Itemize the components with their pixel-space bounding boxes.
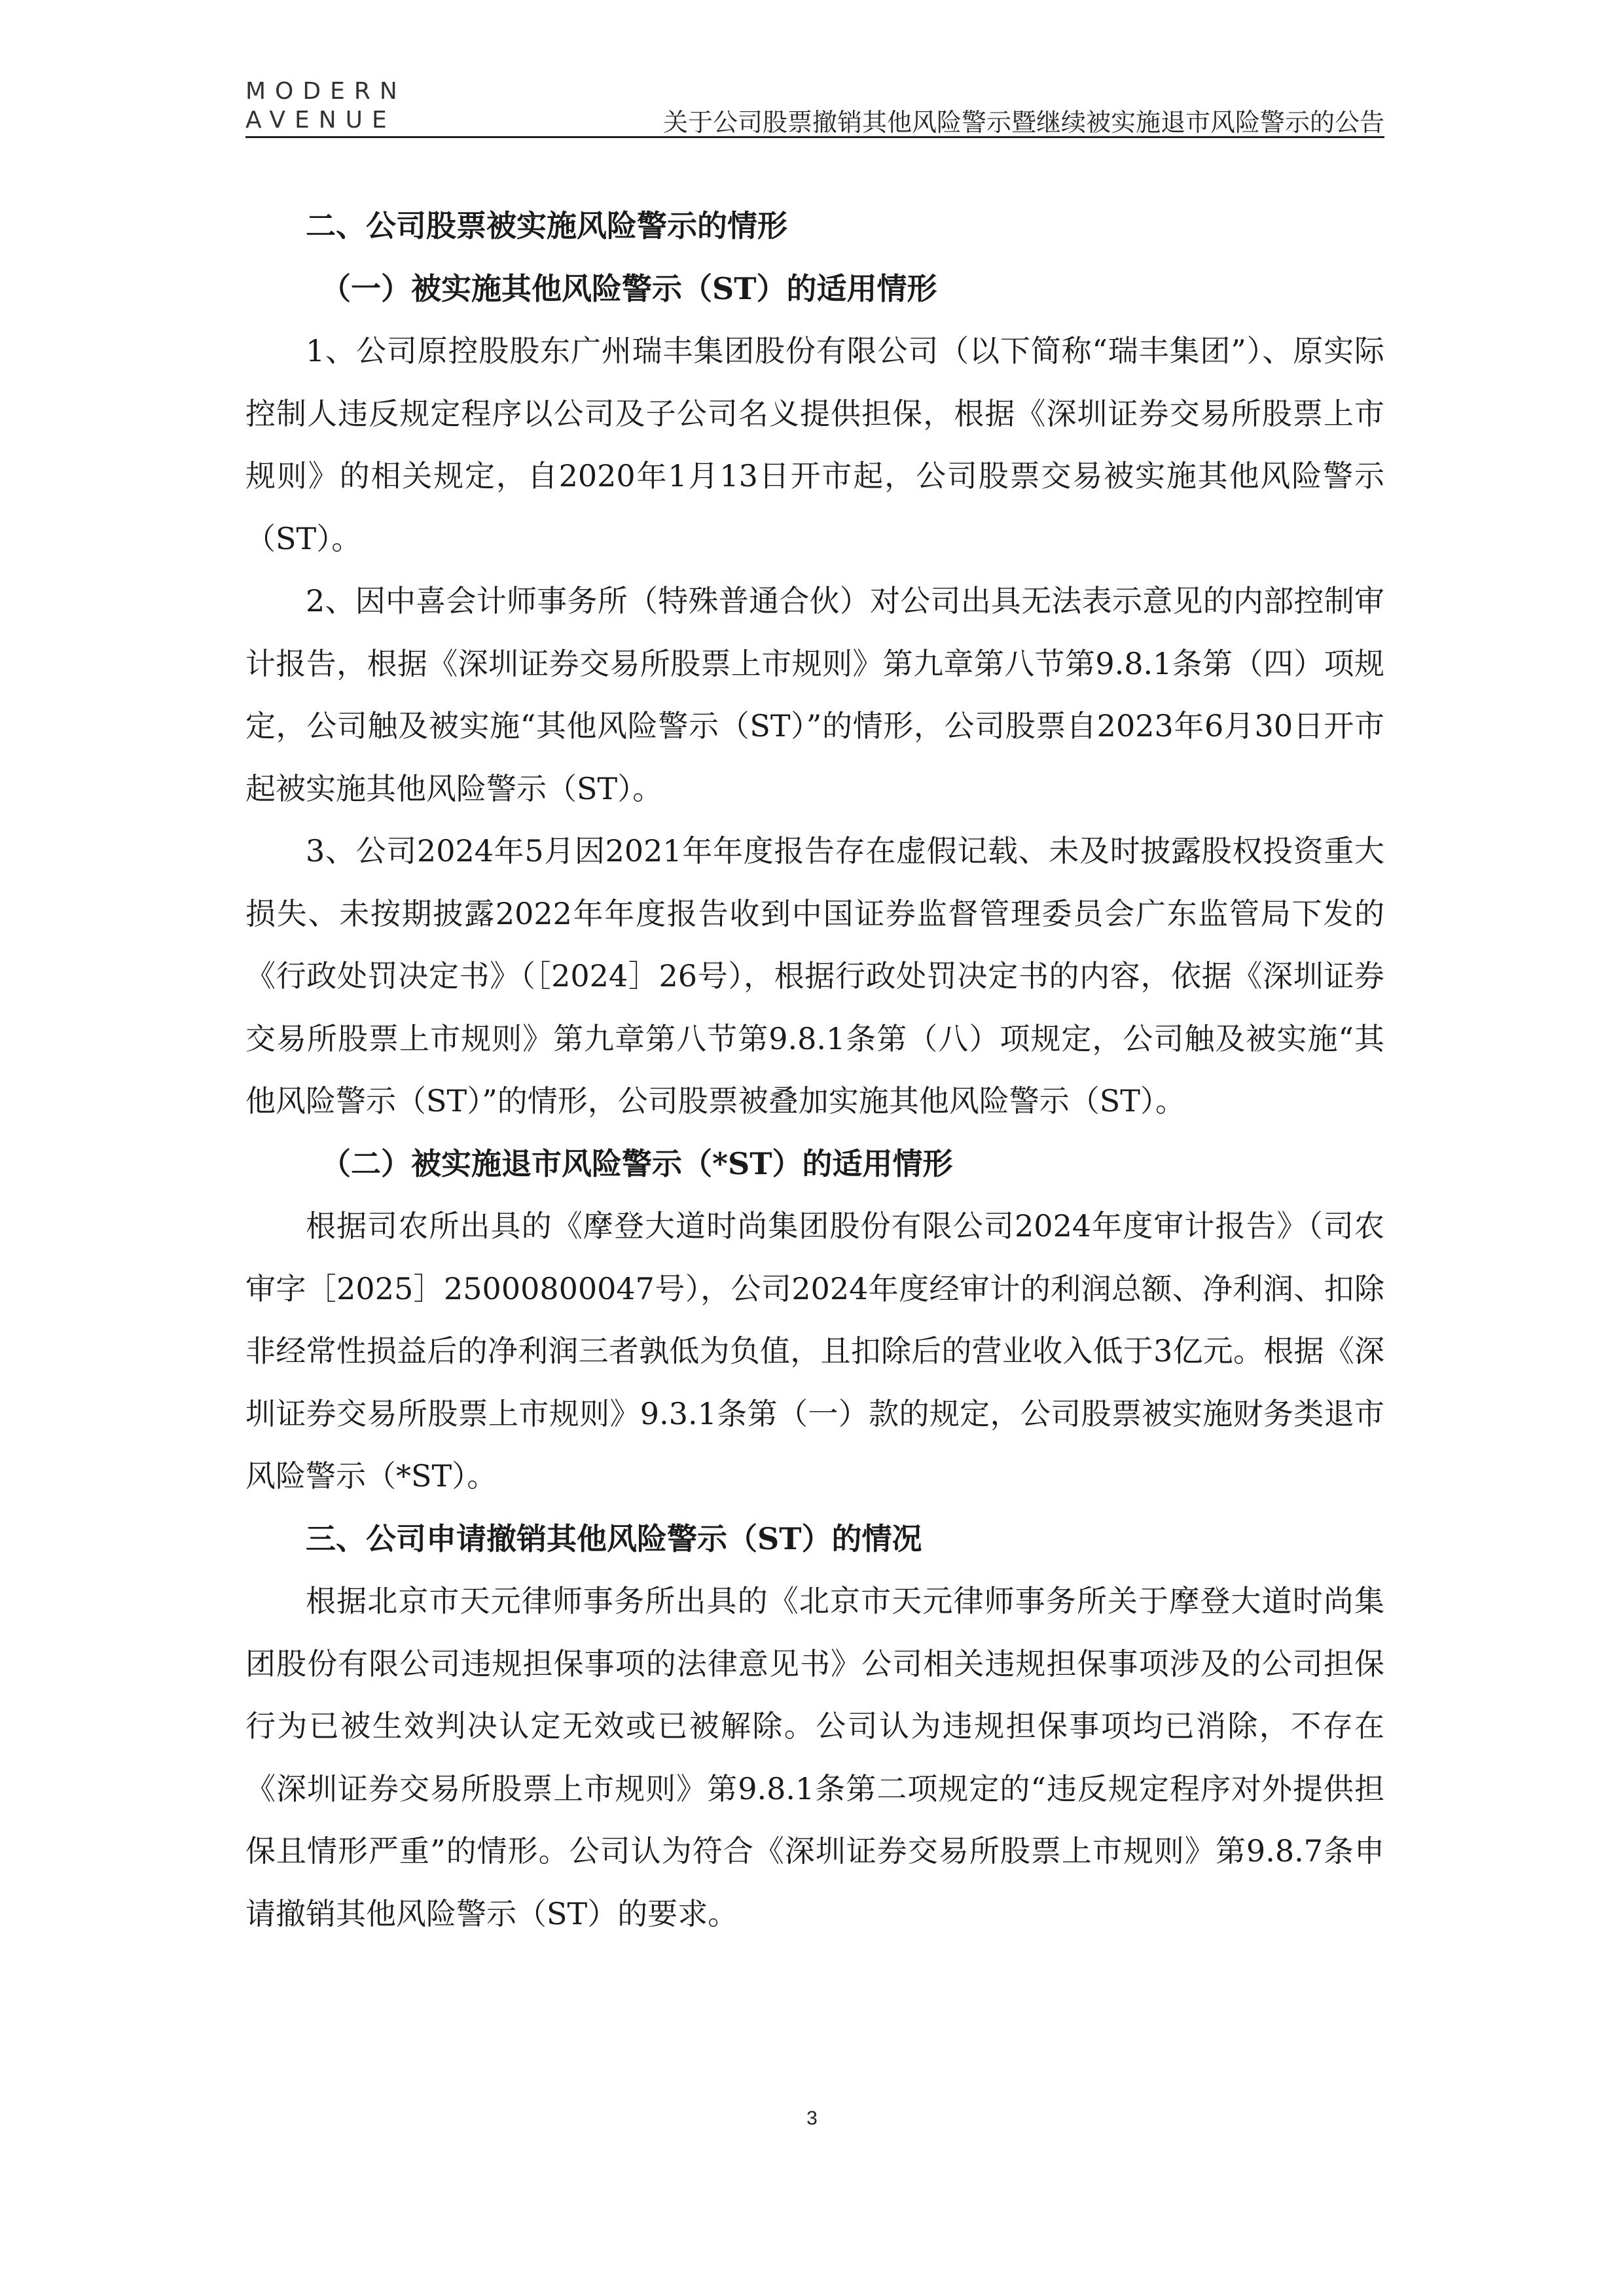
paragraph: 根据司农所出具的《摩登大道时尚集团股份有限公司2024年度审计报告》（司农审字［2025］25000800047号），公司2024年度经审计的利润总额、净利润、扣除非经常性损益后的净利润三者孰低为负值，且扣除后的营业收入低于3亿元。根据《深圳证券交易所股票上市规则》9.3.1条第（一）款的规定，公司股票被实施财务类退市风险警示（*ST）。 <box>245 1208 1384 1494</box>
document-body <box>245 195 1384 1945</box>
section-2-heading: 二、公司股票被实施风险警示的情形 <box>306 208 787 243</box>
section-2-1-heading: （一）被实施其他风险警示（ST）的适用情形 <box>321 270 937 306</box>
page-header <box>245 72 1384 137</box>
paragraph: 1、公司原控股股东广州瑞丰集团股份有限公司（以下简称“瑞丰集团”）、原实际控制人违反规定程序以公司及子公司名义提供担保，根据《深圳证券交易所股票上市规则》的相关规定，自2020年1月13日开市起，公司股票交易被实施其他风险警示（ST）。 <box>245 333 1384 556</box>
header-title: 关于公司股票撤销其他风险警示暨继续被实施退市风险警示的公告 <box>662 108 1384 137</box>
paragraph: 2、因中喜会计师事务所（特殊普通合伙）对公司出具无法表示意见的内部控制审计报告，根据《深圳证券交易所股票上市规则》第九章第八节第9.8.1条第（四）项规定，公司触及被实施“其他风险警示（ST）”的情形，公司股票自2023年6月30日开市起被实施其他风险警示（ST）。 <box>245 583 1385 806</box>
logo-line-1: MODERN <box>245 78 406 105</box>
paragraph: 3、公司2024年5月因2021年年度报告存在虚假记载、未及时披露股权投资重大损失、未按期披露2022年年度报告收到中国证券监督管理委员会广东监管局下发的《行政处罚决定书》（［2024］26号），根据行政处罚决定书的内容，依据《深圳证券交易所股票上市规则》第九章第八节第9.8.1条第（八）项规定，公司触及被实施“其他风险警示（ST）”的情形，公司股票被叠加实施其他风险警示（ST）。 <box>245 833 1384 1119</box>
header-divider <box>245 136 1384 138</box>
section-3-heading: 三、公司申请撤销其他风险警示（ST）的情况 <box>306 1520 922 1556</box>
paragraph: 根据北京市天元律师事务所出具的《北京市天元律师事务所关于摩登大道时尚集团股份有限公司违规担保事项的法律意见书》公司相关违规担保事项涉及的公司担保行为已被生效判决认定无效或已被解除。公司认为违规担保事项均已消除，不存在《深圳证券交易所股票上市规则》第9.8.1条第二项规定的“违反规定程序对外提供担保且情形严重”的情形。公司认为符合《深圳证券交易所股票上市规则》第9.8.7条申请撤销其他风险警示（ST）的要求。 <box>245 1583 1384 1931</box>
logo-line-2: AVENUE <box>245 107 396 134</box>
section-2-2-heading: （二）被实施退市风险警示（*ST）的适用情形 <box>321 1145 953 1181</box>
page-number: 3 <box>806 2108 818 2129</box>
company-logo <box>245 77 406 135</box>
